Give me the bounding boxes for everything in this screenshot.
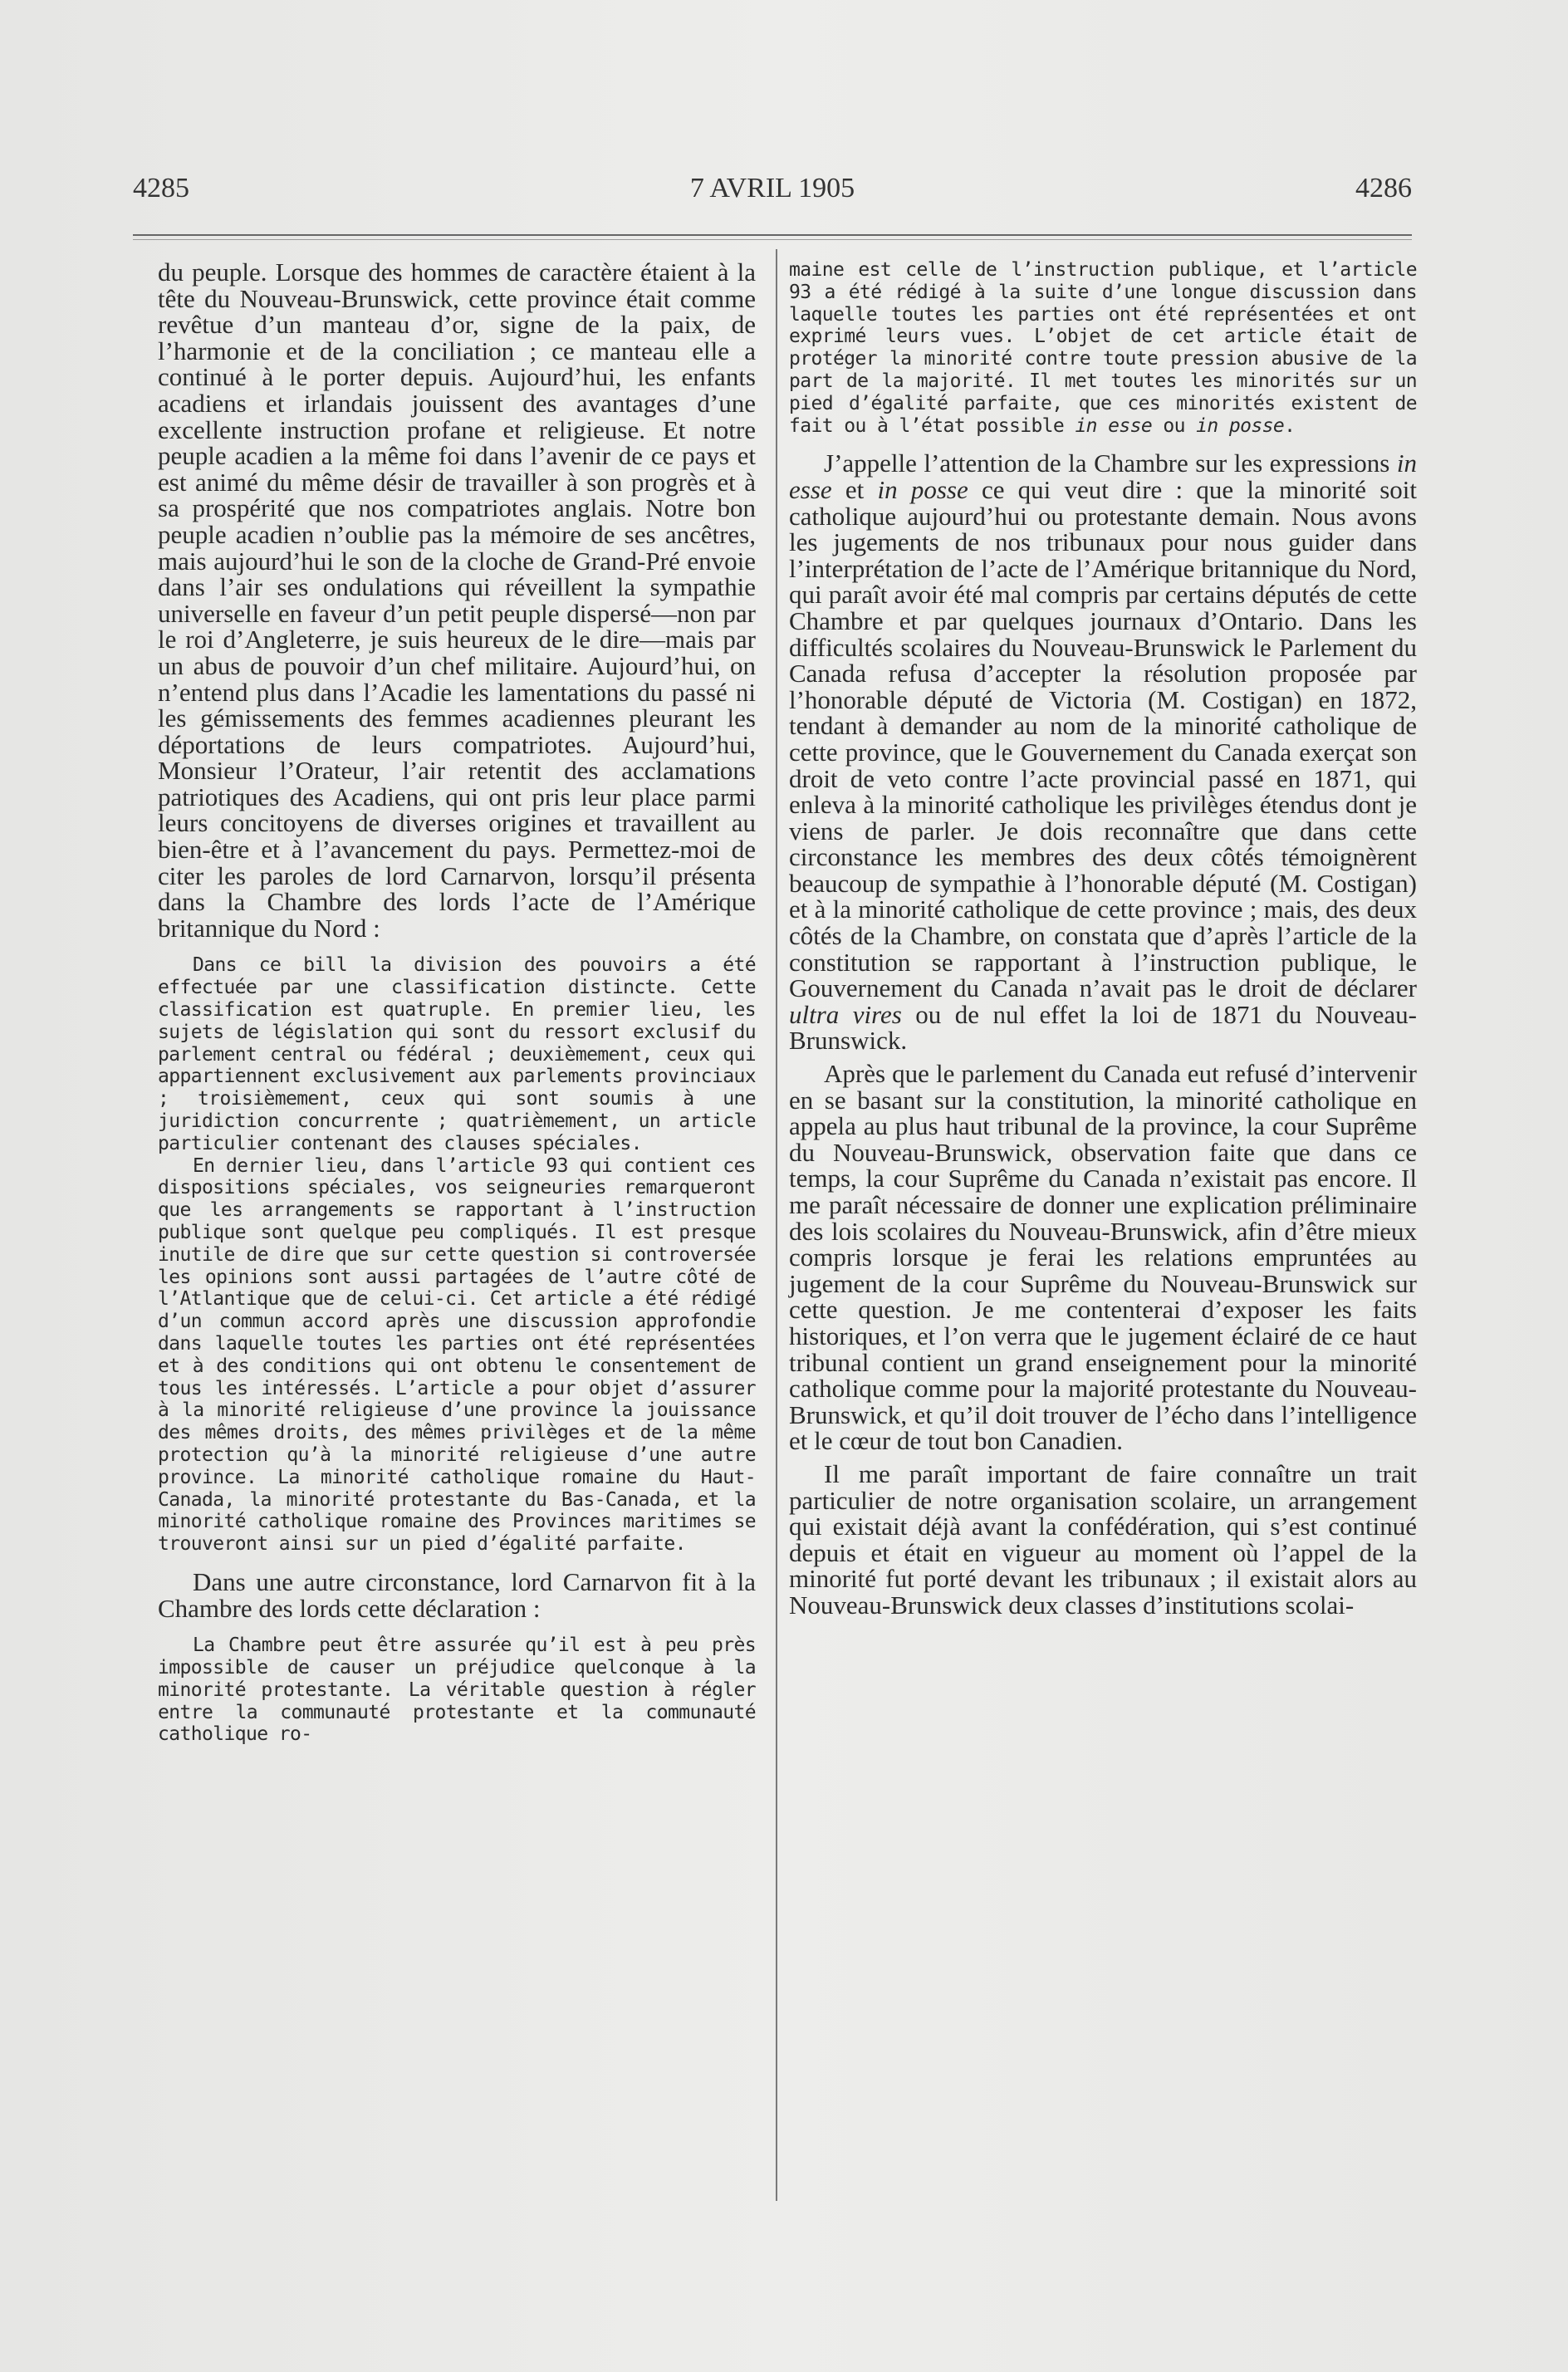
p-right-1-in-esse: in esse — [789, 448, 1417, 504]
quote-right-1-end: . — [1284, 414, 1296, 437]
left-column — [158, 259, 756, 1746]
page-number-left: 4285 — [133, 173, 189, 203]
quote-right-1 — [789, 259, 1417, 437]
right-column — [789, 259, 1417, 1619]
quote-right-1-in-esse: in esse — [1075, 414, 1153, 437]
quote-right-1-text: maine est celle de l’instruction publique, et l’article 93 a été rédigé à la suite d’une longue discussion dans laquelle toutes les parties ont été représentées et ont exprimé leurs vues. L’objet de cet article était de protéger la minorité contre toute pression abusive de la part de la majorité. Il met toutes les minorités sur un pied d’égalité parfaite, que ces minorités existent de fait ou à l’état possible — [789, 259, 1417, 437]
quote-left-1: Dans ce bill la division des pouvoirs a été effectuée par une classification distincte. Cette classification est quatruple. En premier lieu, les sujets de législation qui sont du ressort exclusif du parlement central ou fédéral ; deuxièmement, ceux qui appartiennent exclusivement aux parlements provinciaux ; troisièmement, ceux qui sont soumis à une juridiction concurrente ; quatrièmement, un article particulier contenant des clauses spéciales. — [158, 954, 756, 1154]
header-rule — [133, 234, 1412, 236]
paragraph-right-1 — [789, 450, 1417, 1054]
p-right-1-ultra-vires: ultra vires — [789, 999, 902, 1029]
p-right-1-in-posse: in posse — [877, 474, 968, 504]
paragraph-left-2: Dans une autre circonstance, lord Carnarvon fit à la Chambre des lords cette déclaration : — [158, 1566, 756, 1623]
paragraph-right-2: Après que le parlement du Canada eut refusé d’intervenir en se basant sur la constitution, la minorité catholique en appela au plus haut tribunal de la province, la cour Suprême du Nouveau-Brunswick, observation faite que dans ce temps, la cour Suprême du Canada n’existait pas encore. Il me paraît nécessaire de donner une explication préliminaire des lois scolaires du Nouveau-Brunswick, afin d’être mieux compris lorsque je ferai les relations empruntées au jugement de la cour Suprême du Nouveau-Brunswick sur cette question. Je me contenterai d’exposer les faits historiques, et l’on verra que le jugement éclairé de ce haut tribunal contient un grand enseignement pour la minorité catholique comme pour la majorité protestante du Nouveau-Brunswick, et qu’il doit trouver de l’écho dans l’intelligence et le cœur de tout bon Canadien. — [789, 1059, 1417, 1456]
page-header — [133, 166, 1412, 216]
quote-right-1-ou: ou — [1152, 414, 1197, 437]
paragraph-right-3: Il me paraît important de faire connaître un trait particulier de notre organisation scolaire, un arrangement qui existait déjà avant la confédération, qui s’est continué depuis et était en vigueur au moment où l’appel de la minorité fut porté devant les tribunaux ; il existait alors au Nouveau-Brunswick deux classes d’institutions scolai- — [789, 1458, 1417, 1620]
column-divider — [776, 249, 777, 2201]
header-rule-thin — [133, 239, 1412, 240]
quote-right-1-in-posse: in posse — [1196, 414, 1285, 437]
p-right-1-part-4: ce qui veut dire : que la minorité soit catholique aujourd’hui ou protestante demain. Nous avons les jugements de nos tribunaux pour nous guider dans l’interprétation de l’acte de l’Amérique britannique du Nord, qui paraît avoir été mal compris par certains députés de cette Chambre et par quelques journaux d’Ontario. Dans les difficultés scolaires du Nouveau-Brunswick le Parlement du Canada refusa d’accepter la résolution proposée par l’honorable député de Victoria (M. Costigan) en 1872, tendant à demander au nom de la minorité catholique de cette province, que le Gouvernement du Canada exerçat son droit de veto contre l’acte provincial passé en 1871, qui enleva à la minorité catholique les privilèges étendus dont je viens de parler. Je dois reconnaître que dans cette circonstance les membres des deux côtés témoignèrent beaucoup de sympathie à l’honorable député (M. Costigan) et à la minorité catholique de cette province ; mais, des deux côtés de la Chambre, on constata que d’après l’article de la constitution se rapportant à l’instruction publique, le Gouvernement du Canada n’avait pas le droit de déclarer — [789, 474, 1418, 1003]
quote-left-3: La Chambre peut être assurée qu’il est à peu près impossible de causer un préjudice quelconque à la minorité protestante. La véritable question à régler entre la communauté protestante et la communauté catholique ro- — [158, 1634, 756, 1746]
p-right-1-part-2: et — [831, 474, 878, 504]
p-right-1-part-6: ou de nul effet la loi de 1871 du Nouveau-Brunswick. — [789, 999, 1417, 1056]
page-number-right: 4286 — [1355, 173, 1412, 203]
paragraph-left-1: du peuple. Lorsque des hommes de caractère étaient à la tête du Nouveau-Brunswick, cette province était comme revêtue d’un manteau d’or, signe de la paix, de l’harmonie et de la conciliation ; ce manteau elle a continué à le porter depuis. Aujourd’hui, les enfants acadiens et irlandais jouissent des avantages d’une excellente instruction profane et religieuse. Et notre peuple acadien a la même foi dans l’avenir de ce pays et est animé du même désir de travailler à son progrès et à sa prospérité que nos compatriotes anglais. Notre bon peuple acadien n’oublie pas la mémoire de ses ancêtres, mais aujourd’hui le son de la cloche de Grand-Pré envoie dans l’air ses ondulations qui réveillent la sympathie universelle en faveur d’un petit peuple dispersé—non par le roi d’Angleterre, je suis heureux de le dire—mais par un abus de pouvoir d’un chef militaire. Aujourd’hui, on n’entend plus dans l’Acadie les lamentations du passé ni les gémissements des femmes acadiennes pleurant les déportations de leurs compatriotes. Aujourd’hui, Monsieur l’Orateur, l’air retentit des acclamations patriotiques des Acadiens, qui ont pris leur place parmi leurs concitoyens de diverses origines et travaillent au bien-être et à l’avancement du pays. Permettez-moi de citer les paroles de lord Carnarvon, lorsqu’il présenta dans la Chambre des lords l’acte de l’Amérique britannique du Nord : — [158, 257, 756, 943]
header-date: 7 AVRIL 1905 — [689, 173, 855, 203]
p-right-1-part-0: J’appelle l’attention de la Chambre sur les expressions — [824, 448, 1397, 478]
quote-left-2: En dernier lieu, dans l’article 93 qui contient ces dispositions spéciales, vos seigneuries remarqueront que les arrangements se rapportant à l’instruction publique sont quelque peu compliqués. Il est presque inutile de dire que sur cette question si controversée les opinions sont aussi partagées de l’autre côté de l’Atlantique que de celui-ci. Cet article a été rédigé d’un commun accord après une discussion approfondie dans laquelle toutes les parties ont été représentées et à des conditions qui ont obtenu le consentement de tous les intéressés. L’article a pour objet d’assurer à la minorité religieuse d’une province la jouissance des mêmes droits, des mêmes privilèges et de la même protection qu’à la minorité religieuse d’une autre province. La minorité catholique romaine du Haut-Canada, la minorité protestante du Bas-Canada, et la minorité catholique romaine des Provinces maritimes se trouveront ainsi sur un pied d’égalité parfaite. — [158, 1154, 756, 1556]
